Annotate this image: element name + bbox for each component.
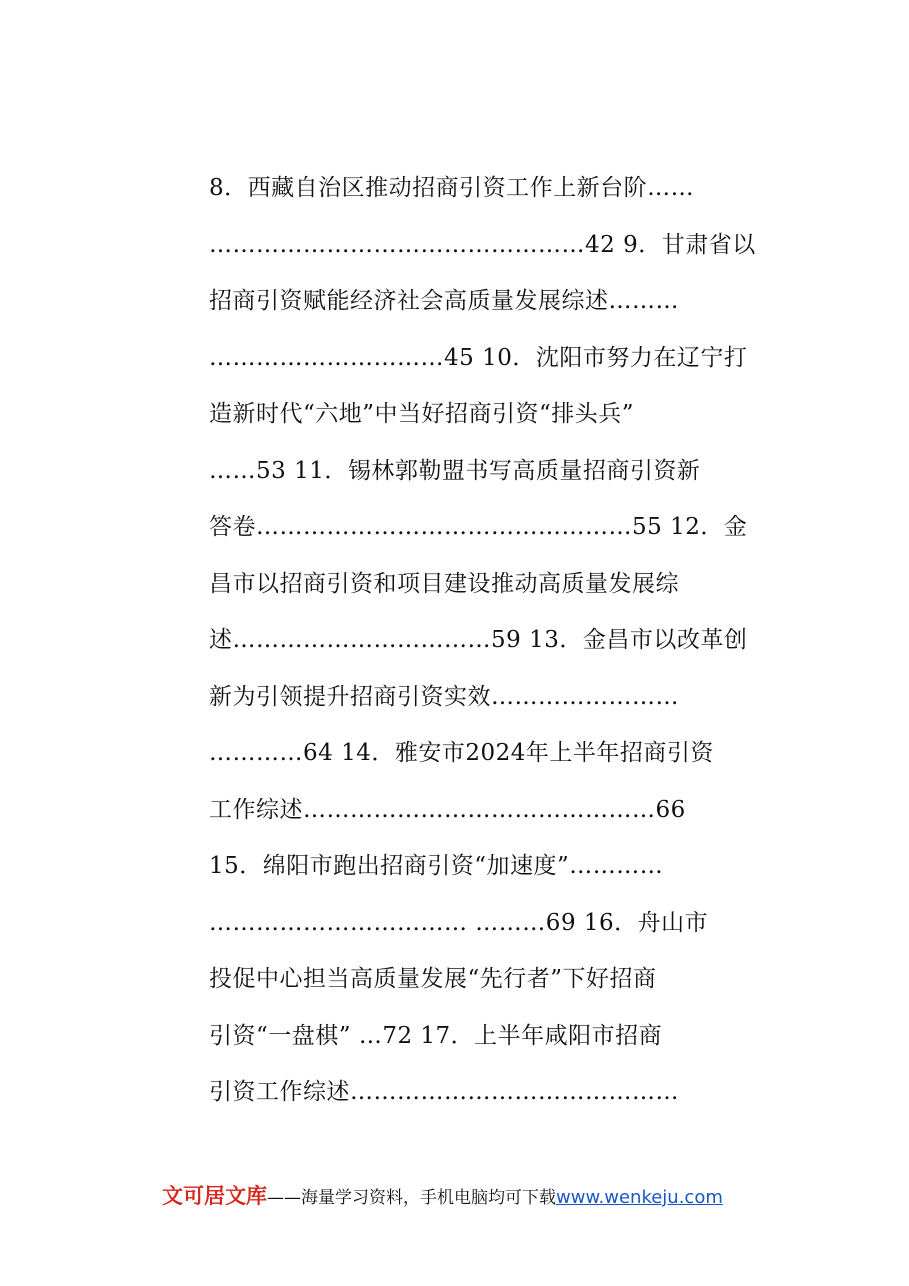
toc-line: 答卷…………………………………………55 12．金 [209, 514, 748, 540]
page-footer [162, 1181, 723, 1211]
table-of-contents [209, 160, 756, 1121]
toc-line: ……53 11．锡林郭勒盟书写高质量招商引资新 [209, 457, 701, 484]
footer-tagline: ——海量学习资料，手机电脑均可下载 [267, 1188, 556, 1208]
toc-line: …………………………… ………69 16．舟山市 [209, 909, 709, 936]
toc-line: 8．西藏自治区推动招商引资工作上新台阶…… [209, 175, 695, 201]
toc-line: …………………………45 10．沈阳市努力在辽宁打 [209, 344, 748, 371]
toc-line: 招商引资赋能经济社会高质量发展综述……… [209, 288, 679, 314]
toc-line: 投促中心担当高质量发展“先行者”下好招商 [209, 966, 657, 992]
toc-line: 新为引领提升招商引资实效…………………… [209, 683, 679, 710]
toc-line: …………………………………………42 9．甘肃省以 [209, 231, 756, 258]
toc-line: 工作综述………………………………………66 [209, 796, 686, 823]
toc-line: 引资“一盘棋” …72 17．上半年咸阳市招商 [209, 1022, 663, 1049]
toc-line: …………64 14．雅安市2024年上半年招商引资 [209, 740, 714, 766]
toc-line: 引资工作综述…………………………………… [209, 1079, 679, 1105]
toc-line: 15．绵阳市跑出招商引资“加速度”………… [209, 853, 664, 879]
toc-line: 昌市以招商引资和项目建设推动高质量发展综 [209, 570, 679, 597]
toc-line: 述……………………………59 13．金昌市以改革创 [209, 627, 748, 653]
footer-website-link[interactable]: www.wenkeju.com [556, 1187, 723, 1208]
footer-brand: 文可居文库 [162, 1184, 267, 1208]
toc-line: 造新时代“六地”中当好招商引资“排头兵” [209, 401, 635, 427]
